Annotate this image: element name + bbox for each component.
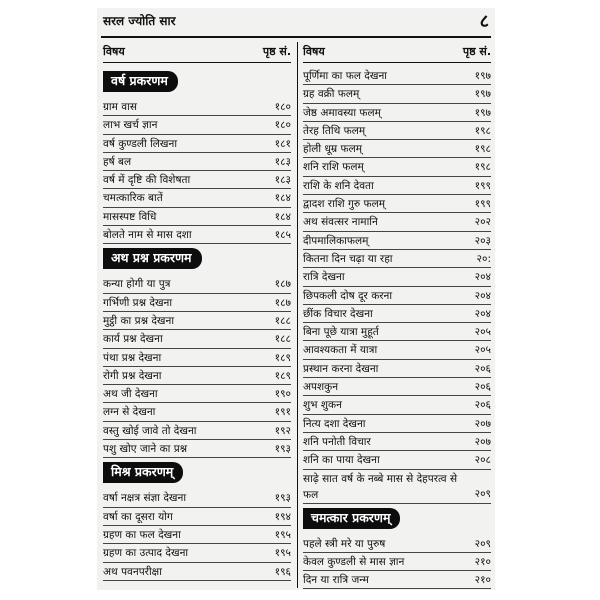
entry-page-number: १९०	[274, 388, 291, 401]
toc-entry	[303, 232, 491, 250]
toc-entry	[303, 104, 491, 122]
right-column	[303, 44, 491, 589]
entry-title: रात्रि देखना	[303, 271, 345, 284]
entry-page-number: १९७	[474, 70, 491, 82]
entry-title: गर्भिणी प्रश्न देखना	[103, 296, 173, 309]
page-header-label: पृष्ठ सं.	[462, 45, 491, 58]
entry-page-number: २०९	[474, 537, 491, 550]
entry-title: अपशकुन	[303, 381, 339, 394]
entry-page-number: १९८	[474, 161, 491, 174]
entry-page-number: १८१	[274, 137, 291, 150]
entry-title: द्वादश राशि गुरु फलम्	[303, 198, 386, 211]
section-heading: मिश्र प्रकरणम्	[103, 462, 183, 483]
entry-page-number: १९९	[474, 198, 491, 211]
entry-title: कितना दिन चढ़ा या रहा	[303, 252, 393, 265]
toc-entry	[303, 553, 491, 571]
column-header	[303, 44, 491, 60]
entry-underline	[103, 457, 291, 458]
toc-entry	[303, 213, 491, 231]
entry-title: पंथा प्रश्न देखना	[103, 351, 162, 364]
section-heading: वर्ष प्रकरणम	[103, 71, 178, 92]
toc-entry	[103, 367, 291, 385]
entry-title: लग्न से देखना	[103, 406, 156, 419]
entry-page-number: १९५	[274, 547, 291, 560]
entry-page-number: २०९	[474, 487, 491, 500]
entry-page-number: २०५	[474, 344, 491, 357]
toc-entry	[303, 535, 491, 553]
entry-title: दिन या रात्रि जन्म	[303, 574, 369, 587]
entry-title: चमत्कारिक बातें	[103, 192, 163, 205]
column-header	[103, 44, 291, 60]
toc-entry	[303, 341, 491, 359]
toc-entry	[103, 349, 291, 367]
entry-page-number: १८०	[274, 101, 291, 113]
entry-page-number: २०३	[474, 234, 491, 247]
entry-title: जेष्ठ अमावस्या फलम्	[303, 106, 381, 119]
toc-entry	[303, 378, 491, 396]
entry-page-number: १९६	[274, 565, 291, 578]
entry-page-number: १८४	[274, 192, 291, 205]
toc-entry	[103, 403, 291, 421]
entry-page-number: १९८	[474, 124, 491, 137]
entry-title: तेरह तिथि फलम्	[303, 124, 366, 137]
column-divider	[297, 42, 298, 588]
toc-entry	[103, 116, 291, 134]
entry-title: बोलते नाम से मास दशा	[103, 229, 192, 242]
toc-entry	[103, 226, 291, 244]
toc-entry	[103, 135, 291, 153]
toc-entry	[303, 158, 491, 176]
toc-entry	[303, 323, 491, 341]
entry-title: ग्रह वक्री फलम्	[303, 88, 360, 101]
book-title: सरल ज्योति सार	[103, 14, 176, 28]
entry-title: दीपमालिकाफलम्	[303, 234, 369, 247]
entry-page-number: १८८	[274, 333, 291, 346]
toc-entry	[303, 396, 491, 414]
toc-entry	[303, 140, 491, 158]
entry-page-number: २०:	[476, 252, 491, 265]
entry-page-number: १८७	[274, 296, 291, 309]
entry-title: बिना पूछे यात्रा मुहूर्त	[303, 326, 379, 339]
toc-entry	[303, 250, 491, 268]
entry-title: पहले स्त्री मरे या पुरुष	[303, 537, 386, 550]
entry-underline	[103, 580, 291, 581]
entry-title: केवल कुण्डली से मास ज्ञान	[303, 555, 405, 568]
entry-page-number: २०४	[474, 271, 491, 284]
entry-page-number: १९८	[474, 143, 491, 156]
section-heading: अथ प्रश्न प्रकरणम	[103, 248, 202, 269]
entry-title: मासस्पष्ट विधि	[103, 210, 157, 223]
toc-entry	[103, 98, 291, 116]
toc-entry	[103, 312, 291, 330]
subject-header: विषय	[303, 45, 325, 58]
entry-page-number: २०८	[474, 454, 491, 467]
toc-entry	[103, 563, 291, 581]
toc-entry	[103, 422, 291, 440]
entry-title: शनि राशि फलम्	[303, 161, 364, 174]
entry-title: प्रस्थान करना देखना	[303, 362, 379, 375]
toc-entry	[303, 470, 491, 504]
entry-title: लाभ खर्च ज्ञान	[103, 119, 158, 132]
entry-page-number: १९३	[274, 443, 291, 456]
entry-title: आवश्यकता में यात्रा	[303, 344, 378, 357]
toc-entry	[303, 67, 491, 85]
entry-title: पशु खोए जाने का प्रश्न	[103, 443, 188, 456]
toc-entry	[103, 526, 291, 544]
entry-title: वस्तु खोई जावे तो देखना	[103, 424, 197, 437]
toc-entry	[303, 451, 491, 469]
column-header-rule	[103, 62, 291, 63]
entry-title: छींक विचार देखना	[303, 307, 373, 320]
page-number: ८	[479, 11, 489, 32]
entry-page-number: १८७	[274, 278, 291, 291]
entry-title: ग्रहण का उत्पाद देखना	[103, 547, 189, 560]
entry-page-number: २१०	[474, 555, 491, 568]
entry-title: मुट्ठी का प्रश्न देखना	[103, 314, 175, 327]
entry-title: नित्य दशा देखना	[303, 417, 366, 430]
entry-title: कन्या होगी या पुत्र	[103, 278, 171, 291]
entry-page-number: १९७	[474, 106, 491, 119]
toc-entry	[303, 360, 491, 378]
entry-page-number: २०२	[474, 216, 491, 229]
entry-underline	[103, 243, 291, 244]
entry-page-number: १८९	[274, 369, 291, 382]
toc-entry	[303, 195, 491, 213]
entry-page-number: २०७	[474, 435, 491, 448]
entry-title: अथ जी देखना	[103, 388, 158, 401]
entry-title: वर्ष कुण्डली लिखना	[103, 137, 178, 150]
toc-entry	[303, 177, 491, 195]
left-column	[103, 44, 291, 581]
entry-page-number: १९३	[274, 492, 291, 505]
entry-page-number: १८८	[274, 314, 291, 327]
toc-entry	[103, 544, 291, 562]
entry-page-number: २०४	[474, 289, 491, 302]
toc-entry	[103, 171, 291, 189]
subject-header: विषय	[103, 45, 125, 58]
entry-page-number: २०७	[474, 417, 491, 430]
entry-title: ग्राम वास	[103, 101, 137, 113]
header-rule	[101, 36, 491, 38]
entry-title: वर्ष में दृष्टि की विशेषता	[103, 174, 191, 187]
entry-page-number: २०६	[474, 399, 491, 412]
entry-page-number: २०५	[474, 326, 491, 339]
entry-page-number: १८०	[274, 119, 291, 132]
entry-title: रोगी प्रश्न देखना	[103, 369, 162, 382]
toc-entry	[303, 415, 491, 433]
entry-page-number: १९४	[274, 510, 291, 523]
entry-title: हर्ष बल	[103, 155, 132, 168]
toc-entry	[303, 571, 491, 589]
entry-title: शनि का पाया देखना	[303, 454, 380, 467]
column-header-rule	[303, 62, 491, 63]
toc-entry	[303, 268, 491, 286]
toc-entry	[103, 153, 291, 171]
entry-page-number: १८९	[274, 351, 291, 364]
entry-page-number: १८५	[274, 229, 291, 242]
entry-page-number: २०६	[474, 381, 491, 394]
entry-title: अथ संवत्सर नामानि	[303, 216, 378, 229]
toc-entry	[303, 433, 491, 451]
page-header-label: पृष्ठ सं.	[262, 45, 291, 58]
toc-entry	[303, 122, 491, 140]
entry-title: वर्षा का दूसरा योग	[103, 510, 173, 523]
entry-page-number: १८३	[274, 155, 291, 168]
toc-entry	[103, 189, 291, 207]
entry-page-number: १८४	[274, 210, 291, 223]
toc-entry	[103, 275, 291, 293]
toc-entry	[103, 508, 291, 526]
entry-title: होली धूम्र फलम्	[303, 143, 363, 156]
entry-page-number: १९५	[274, 528, 291, 541]
entry-title: शनि पनोती विचार	[303, 435, 371, 448]
toc-entry	[103, 385, 291, 403]
toc-entry	[303, 287, 491, 305]
entry-page-number: १९७	[474, 88, 491, 101]
entry-title: ग्रहण का फल देखना	[103, 528, 181, 541]
page-header	[103, 12, 489, 32]
entry-page-number: २०६	[474, 362, 491, 375]
entry-title: छिपकली दोष दूर करना	[303, 289, 393, 302]
entry-page-number: १८३	[274, 174, 291, 187]
entry-title: साढ़े सात वर्ष के नब्बे मास से देहपरत्व से फल	[303, 472, 458, 501]
entry-underline	[303, 503, 491, 504]
section-heading: चमत्कार प्रकरणम्	[303, 508, 400, 529]
entry-page-number: १९१	[274, 406, 291, 419]
entry-title: शुभ शुकन	[303, 399, 342, 412]
entry-title: अथ पवनपरीक्षा	[103, 565, 162, 578]
entry-title: पूर्णिमा का फल देखना	[303, 70, 387, 82]
toc-entry	[103, 208, 291, 226]
toc-entry	[303, 85, 491, 103]
book-page	[97, 8, 495, 590]
entry-title: वर्षा नक्षत्र संज्ञा देखना	[103, 492, 187, 505]
toc-entry	[103, 489, 291, 507]
entry-title: कार्य प्रश्न देखना	[103, 333, 163, 346]
entry-title: राशि के शनि देवता	[303, 179, 374, 192]
toc-entry	[103, 294, 291, 312]
entry-page-number: २१०	[474, 574, 491, 587]
entry-underline	[303, 588, 491, 589]
entry-page-number: २०४	[474, 307, 491, 320]
entry-page-number: १९२	[274, 424, 291, 437]
entry-page-number: १९९	[474, 179, 491, 192]
toc-entry	[103, 330, 291, 348]
toc-entry	[103, 440, 291, 458]
toc-entry	[303, 305, 491, 323]
